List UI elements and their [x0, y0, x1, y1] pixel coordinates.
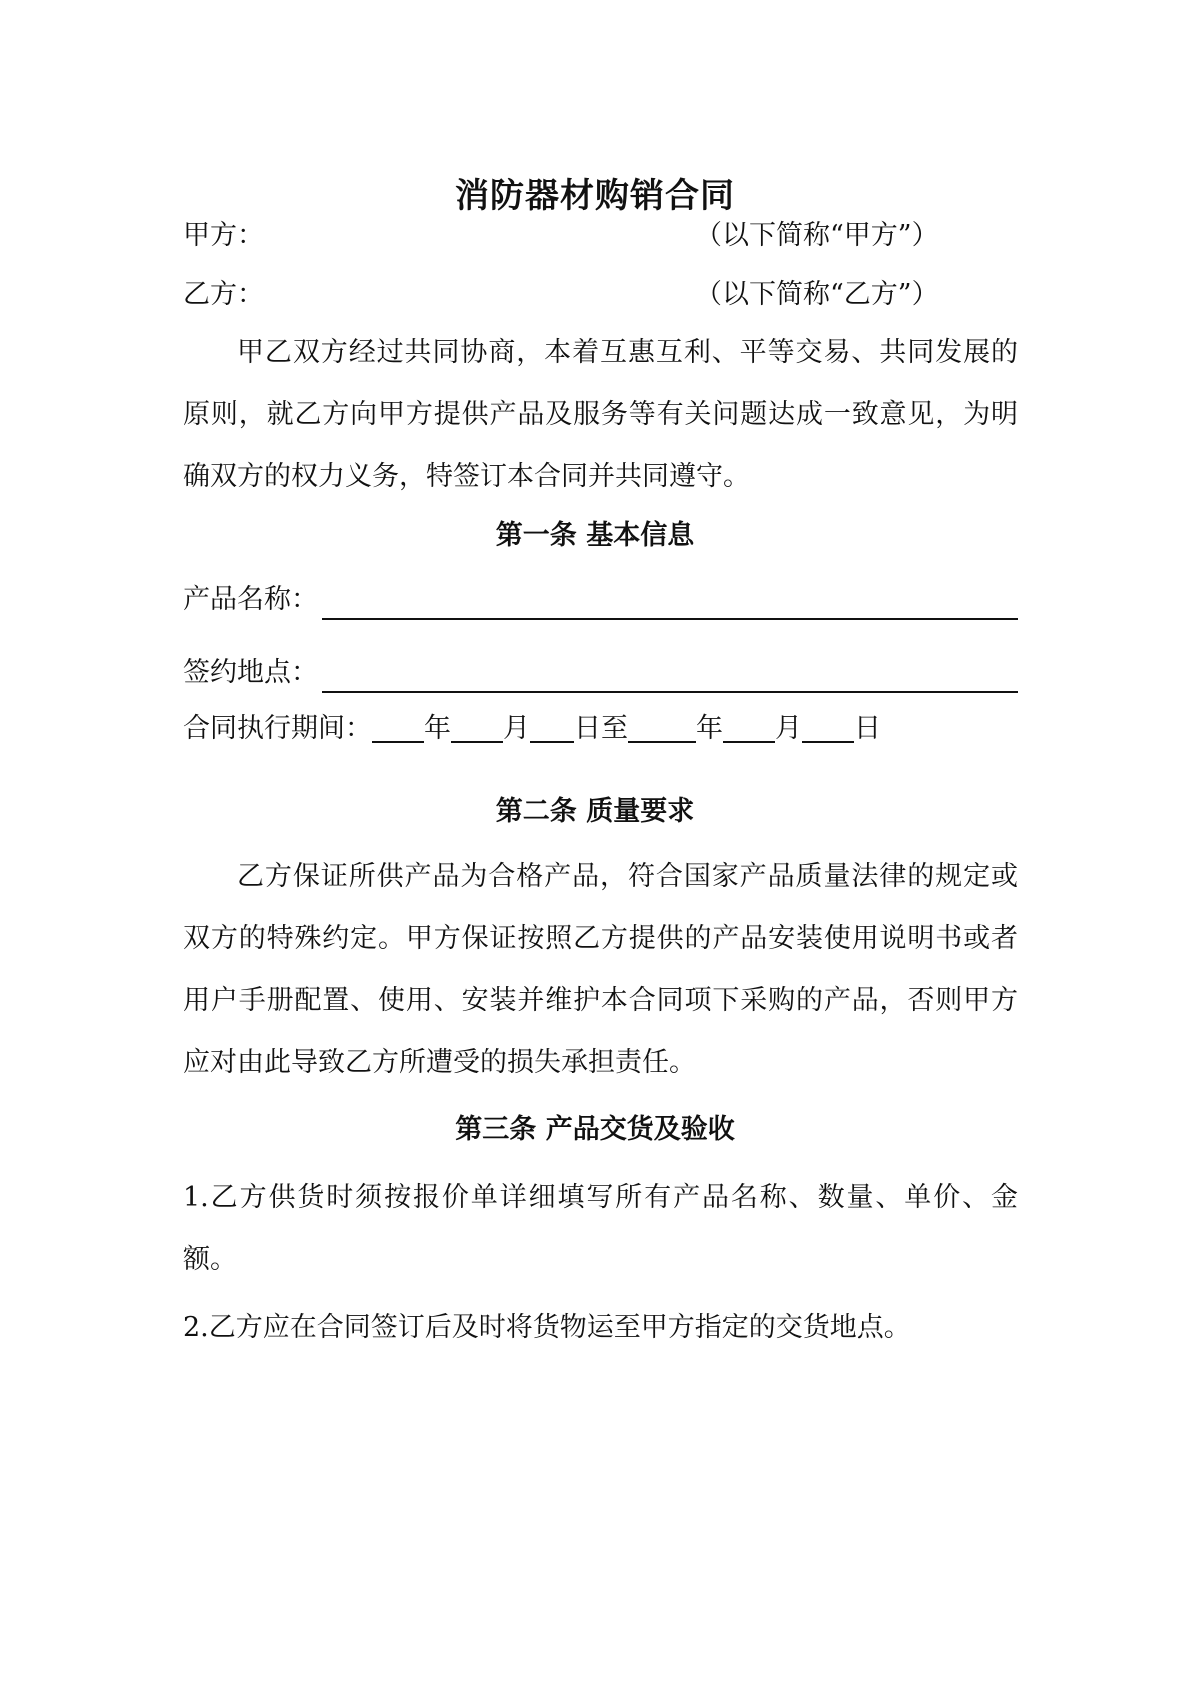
party-a-alias: （以下简称“甲方”）: [695, 220, 939, 251]
article2-heading: 第二条 质量要求: [495, 796, 695, 827]
start-year-blank[interactable]: [372, 713, 424, 743]
preamble-paragraph: 甲乙双方经过共同协商，本着互惠互利、平等交易、共同发展的原则，就乙方向甲方提供产品及服务等有关问题达成一致意见，为明确双方的权力义务，特签订本合同并共同遵守。: [183, 337, 1018, 492]
party-a-line: [183, 218, 1013, 254]
sign-location-label: 签约地点：: [183, 657, 318, 688]
party-b-alias: （以下简称“乙方”）: [695, 279, 939, 310]
end-month-blank[interactable]: [723, 713, 775, 743]
article1-heading: 第一条 基本信息: [495, 520, 695, 551]
end-year-unit: 年: [696, 713, 723, 744]
end-day-unit: 日: [854, 713, 881, 744]
start-month-unit: 月: [503, 713, 530, 744]
article3-item-1: 1.乙方供货时须按报价单详细填写所有产品名称、数量、单价、金额。: [183, 1182, 1018, 1275]
end-year-blank[interactable]: [628, 713, 696, 743]
start-day-to: 日至: [574, 713, 628, 744]
article3-heading: 第三条 产品交货及验收: [455, 1114, 735, 1145]
period-label: 合同执行期间：: [183, 713, 372, 744]
party-a-label: 甲方：: [183, 220, 264, 251]
party-b-label: 乙方：: [183, 279, 264, 310]
end-month-unit: 月: [775, 713, 802, 744]
party-b-line: [183, 277, 1013, 313]
sign-location-field: [183, 653, 1018, 693]
contract-period-line: [183, 709, 1018, 749]
article3-item-2: 2.乙方应在合同签订后及时将货物运至甲方指定的交货地点。: [183, 1312, 911, 1343]
start-month-blank[interactable]: [451, 713, 503, 743]
sign-location-blank[interactable]: [322, 661, 1018, 693]
product-name-field: [183, 580, 1018, 620]
start-year-unit: 年: [424, 713, 451, 744]
article2-paragraph: 乙方保证所供产品为合格产品，符合国家产品质量法律的规定或双方的特殊约定。甲方保证按照乙方提供的产品安装使用说明书或者用户手册配置、使用、安装并维护本合同项下采购的产品，否则甲方应对由此导致乙方所遭受的损失承担责任。: [183, 861, 1018, 1078]
product-name-label: 产品名称：: [183, 584, 318, 615]
contract-title: 消防器材购销合同: [455, 176, 735, 216]
product-name-blank[interactable]: [322, 588, 1018, 620]
end-day-blank[interactable]: [802, 713, 854, 743]
start-day-blank[interactable]: [530, 713, 574, 743]
